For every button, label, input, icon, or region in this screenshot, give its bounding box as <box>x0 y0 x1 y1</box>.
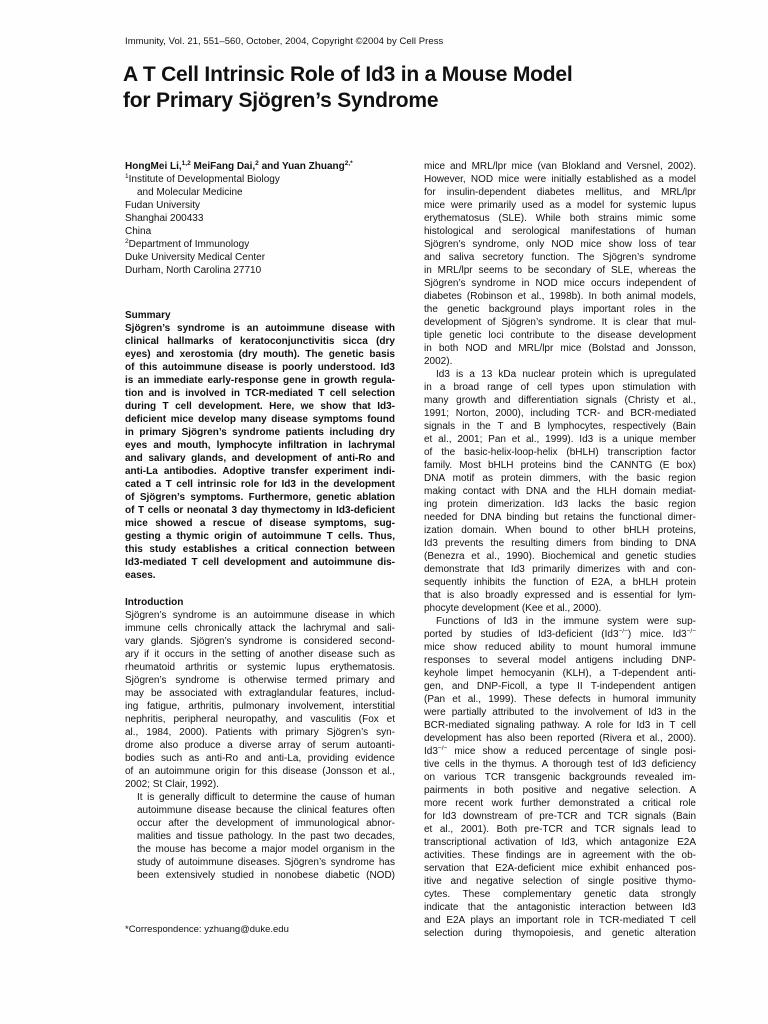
text-block <box>424 641 696 745</box>
left-column <box>125 160 395 882</box>
text-line: Sjögren’s syndrome in NOD mice occurs independent of <box>424 278 696 289</box>
author-name: MeiFang Dai, <box>190 161 256 172</box>
text-line: mice were primarily used as a model for systemic lupus <box>424 200 696 211</box>
text-line: many growth and differentiation signals (Christy et al., <box>424 395 696 406</box>
text-line: of the basic-helix-loop-helix (bHLH) transcription factor <box>424 447 696 458</box>
text-line: phocyte development (Kee et al., 2000). <box>424 603 602 614</box>
affiliation-line: Fudan University <box>125 200 201 211</box>
text-line: cated a T cell intrinsic role for Id3 in the development <box>125 479 395 490</box>
text-line: in a broad range of cell types upon stimulation with <box>424 382 696 393</box>
knockout-superscript: −/− <box>437 745 448 752</box>
text-line: that is also broadly expressed and is essential for lym- <box>424 590 696 601</box>
text-line <box>424 628 696 641</box>
text-line: ary if it occurs in the setting of another disease such as <box>125 649 395 660</box>
text-line: eases. <box>125 570 156 581</box>
author-superscript: 2,* <box>344 160 353 167</box>
text-line: of Sjögren’s symptoms. Furthermore, genetic ablation <box>125 492 395 503</box>
text-line: histological and serological manifestations of human <box>424 226 696 237</box>
text-run: ported by studies of Id3-deficient (Id3 <box>424 629 619 640</box>
affiliation-text: Institute of Developmental Biology <box>128 174 280 185</box>
text-line: gen, and DNP-Ficoll, a type II T-independent antigen <box>424 681 696 692</box>
text-line: nephritis, peripheral neuropathy, and vasculitis (Fox et <box>125 714 395 725</box>
affiliation-line <box>125 238 395 251</box>
right-column <box>424 160 696 940</box>
text-line: in primary Sjögren’s syndrome patients including dry <box>125 427 395 438</box>
text-line: drome also produce a diverse array of serum autoanti- <box>125 740 395 751</box>
summary-paragraph <box>125 322 395 582</box>
text-line: for Id3 downstream of pre-TCR and TCR signals (Bain <box>424 811 696 822</box>
text-line: clinical hallmarks of keratoconjunctivitis sicca (dry <box>125 336 395 347</box>
text-line: is an immediate early-response gene in growth regula- <box>125 375 395 386</box>
text-line: and E2A plays an important role in TCR-mediated T cell <box>424 915 696 926</box>
text-line: servation that E2A-deficient mice exhibit enhanced pos- <box>424 863 696 874</box>
text-line: erythematosus (SLE). While both strains mimic some <box>424 213 696 224</box>
author-name: HongMei Li, <box>125 161 182 172</box>
text-line: needed for DNA binding but retains the functional dimer- <box>424 512 696 523</box>
text-line: anti-La antibodies. Adoptive transfer experiment indi- <box>125 466 395 477</box>
affiliation-text: Department of Immunology <box>128 239 250 250</box>
text-line: bodies such as anti-Ro and anti-La, providing evidence <box>125 753 395 764</box>
author-superscript: 1,2 <box>181 160 191 167</box>
text-line: ing fatigue, arthritis, pulmonary involvement, interstitial <box>125 701 395 712</box>
text-line: 2002). <box>424 356 453 367</box>
text-line: study of autoimmune diseases. Sjögren’s syndrome has <box>137 857 395 868</box>
affiliation-line: and Molecular Medicine <box>137 187 243 198</box>
text-line: al., 1984, 2000). Patients with primary Sjögren’s syn- <box>125 727 395 738</box>
affiliation-superscript: 2 <box>125 238 129 245</box>
affiliation-line: Durham, North Carolina 27710 <box>125 265 262 276</box>
text-line: of T cells or neonatal 3 day thymectomy in Id3-deficient <box>125 505 395 516</box>
body-paragraph <box>424 368 696 615</box>
text-line: malities and tissue pathology. In the past two decades, <box>137 831 395 842</box>
text-line <box>424 745 696 758</box>
text-line: immune cells chronically attack the lachrymal and sali- <box>125 623 395 634</box>
text-line: for insulin-dependent diabetes mellitus, and MRL/lpr <box>424 187 696 198</box>
text-block <box>424 758 696 940</box>
text-line: vary glands. Sjögren’s syndrome is considered second- <box>125 636 395 647</box>
text-line: in both NOD and MRL/lpr mice (Bolstad and Jonsson, <box>424 343 696 354</box>
text-line: 1991; Norton, 2000), including TCR- and BCR-mediated <box>424 408 696 419</box>
text-line: more recent work further demonstrated a critical role <box>424 798 696 809</box>
text-line: sequently inhibits the function of E2A, a bHLH protein <box>424 577 696 588</box>
text-line: this study establishes a critical connection between <box>125 544 395 555</box>
author-superscript: 2 <box>255 160 259 167</box>
summary-heading: Summary <box>125 310 171 321</box>
text-line: eyes) and xerostomia (dry mouth). The genetic basis <box>125 349 395 360</box>
introduction-paragraph <box>125 791 395 882</box>
text-line: deficient mice develop many disease symptoms found <box>125 414 395 425</box>
text-line: the genetic background plays important roles in the <box>424 304 696 315</box>
text-line: pairments in both positive and negative selection. A <box>424 785 696 796</box>
text-line: Sjögren’s syndrome, only NOD mice show loss of tear <box>424 239 696 250</box>
text-line: tiple genetic loci contribute to the disease development <box>424 330 696 341</box>
text-line: tion and is involved in TCR-mediated T cell selection <box>125 388 395 399</box>
text-line: Id3 prevents the resulting dimers from binding to DNA <box>424 538 696 549</box>
text-line: (Benezra et al., 1990). Biochemical and genetic studies <box>424 551 696 562</box>
journal-header: Immunity, Vol. 21, 551–560, October, 2004, Copyright ©2004 by Cell Press <box>125 36 444 47</box>
text-line: were partially attributed to the involvement of Id3 in the <box>424 707 696 718</box>
author-list <box>125 160 395 173</box>
text-line: DNA motif as protein dimmers, with the basic region <box>424 473 696 484</box>
title-line: A T Cell Intrinsic Role of Id3 in a Mouse Model <box>123 63 573 86</box>
introduction-heading: Introduction <box>125 597 184 608</box>
article-title <box>123 62 683 114</box>
text-line: responses to several model antigens including DNP- <box>424 655 696 666</box>
text-line: selection during thymopoiesis, and genetic alteration <box>424 928 696 939</box>
text-line: may be associated with extraglandular features, includ- <box>125 688 395 699</box>
title-line: for Primary Sjögren’s Syndrome <box>123 89 439 112</box>
text-run: ) mice. Id3 <box>627 629 687 640</box>
body-paragraph <box>424 160 696 368</box>
body-paragraph <box>424 615 696 940</box>
text-line: ization domain. When bound to other bHLH proteins, <box>424 525 696 536</box>
affiliation-line: Duke University Medical Center <box>125 252 266 263</box>
text-line: transcriptional activation of Id3, which antagonize E2A <box>424 837 696 848</box>
text-line: 2002; St Clair, 1992). <box>125 779 219 790</box>
text-run: mice show a reduced percentage of single posi- <box>447 746 696 757</box>
text-line: keyhole limpet hemocyanin (KLH), a T-dependent anti- <box>424 668 696 679</box>
affiliation-line <box>125 173 395 186</box>
text-line: demonstrate that Id3 primarily dimerizes with and con- <box>424 564 696 575</box>
text-line: autoimmune disease because the clinical features often <box>137 805 395 816</box>
knockout-superscript: −/− <box>686 628 696 635</box>
text-line: development of Sjögren’s syndrome. It is clear that mul- <box>424 317 696 328</box>
text-line: et al., 2001; Pan et al., 1999). Id3 is a unique member <box>424 434 696 445</box>
text-line: family. Most bHLH proteins bind the CANNTG (E box) <box>424 460 696 471</box>
affiliation-superscript: 1 <box>125 173 129 180</box>
text-line: Sjögren’s syndrome is otherwise termed primary and <box>125 675 395 686</box>
text-line: (Pan et al., 1999). These defects in humoral immunity <box>424 694 696 705</box>
affiliation-line: Shanghai 200433 <box>125 213 204 224</box>
introduction-paragraph <box>125 609 395 791</box>
text-line: rheumatoid arthritis or systemic lupus erythematosis. <box>125 662 395 673</box>
text-line: diabetes (Robinson et al., 1998b). In both animal models, <box>424 291 696 302</box>
text-line: of this autoimmune disease is poorly understood. Id3 <box>125 362 395 373</box>
text-line: been extensively studied in nonobese diabetic (NOD) <box>137 870 395 881</box>
affiliations <box>125 173 395 277</box>
text-line: and saliva secretory function. The Sjögren’s syndrome <box>424 252 696 263</box>
text-line: development has also been reported (Rivera et al., 2000). <box>424 733 696 744</box>
text-line: during T cell development. Here, we show that Id3- <box>125 401 395 412</box>
text-line: making contact with DNA and the HLH domain mediat- <box>424 486 696 497</box>
text-line: in MRL/lpr seems to be secondary of SLE, whereas the <box>424 265 696 276</box>
text-line: Sjögren’s syndrome is an autoimmune disease with <box>125 323 395 334</box>
text-line: Sjögren’s syndrome is an autoimmune disease in which <box>125 610 395 621</box>
knockout-superscript: −/− <box>618 628 628 635</box>
text-line: mice showed a rescue of disease symptoms, sug- <box>125 518 395 529</box>
text-line: BCR-mediated signaling pathway. A role for Id3 in T cell <box>424 720 696 731</box>
text-line: indicate that the antagonistic interaction between Id3 <box>424 902 696 913</box>
author-name: and Yuan Zhuang <box>258 161 345 172</box>
text-line: ing protein dimerization. Id3 lacks the basic region <box>424 499 696 510</box>
text-line: Id3-mediated T cell development and autoimmune dis- <box>125 557 395 568</box>
text-run: Id3 <box>424 746 438 757</box>
text-line: activities. These findings are in agreement with the ob- <box>424 850 696 861</box>
text-line: the mouse has become a major model organism in the <box>137 844 395 855</box>
text-line: itive and negative selection of single positive thymo- <box>424 876 696 887</box>
text-line: gesting a thymic origin of autoimmune T cells. Thus, <box>125 531 395 542</box>
text-line: occur after the development of immunological abnor- <box>137 818 395 829</box>
text-line: signals in the T and B lymphocytes, respectively (Bain <box>424 421 696 432</box>
text-line: of an autoimmune origin for this disease (Jonsson et al., <box>125 766 395 777</box>
text-line: It is generally difficult to determine the cause of human <box>137 792 395 803</box>
correspondence-footnote: *Correspondence: yzhuang@duke.edu <box>125 924 289 935</box>
text-line: mice and MRL/lpr mice (van Blokland and Versnel, 2002). <box>424 161 696 172</box>
text-line: Functions of Id3 in the immune system were sup- <box>436 616 696 627</box>
text-line: eyes and mouth, lymphocyte infiltration in lachrymal <box>125 440 395 451</box>
affiliation-line: China <box>125 226 152 237</box>
text-line: and salivary glands, and development of anti-Ro and <box>125 453 395 464</box>
text-line: et al., 2001). Both pre-TCR and TCR signals lead to <box>424 824 696 835</box>
text-line: tive cells in the thymus. A thorough test of Id3 deficiency <box>424 759 696 770</box>
text-line: However, NOD mice were initially established as a model <box>424 174 696 185</box>
text-line: Id3 is a 13 kDa nuclear protein which is upregulated <box>436 369 696 380</box>
text-line: on various TCR transgenic backgrounds revealed im- <box>424 772 696 783</box>
text-line: cytes. These complementary genetic data strongly <box>424 889 696 900</box>
text-line: mice show reduced ability to mount humoral immune <box>424 642 696 653</box>
